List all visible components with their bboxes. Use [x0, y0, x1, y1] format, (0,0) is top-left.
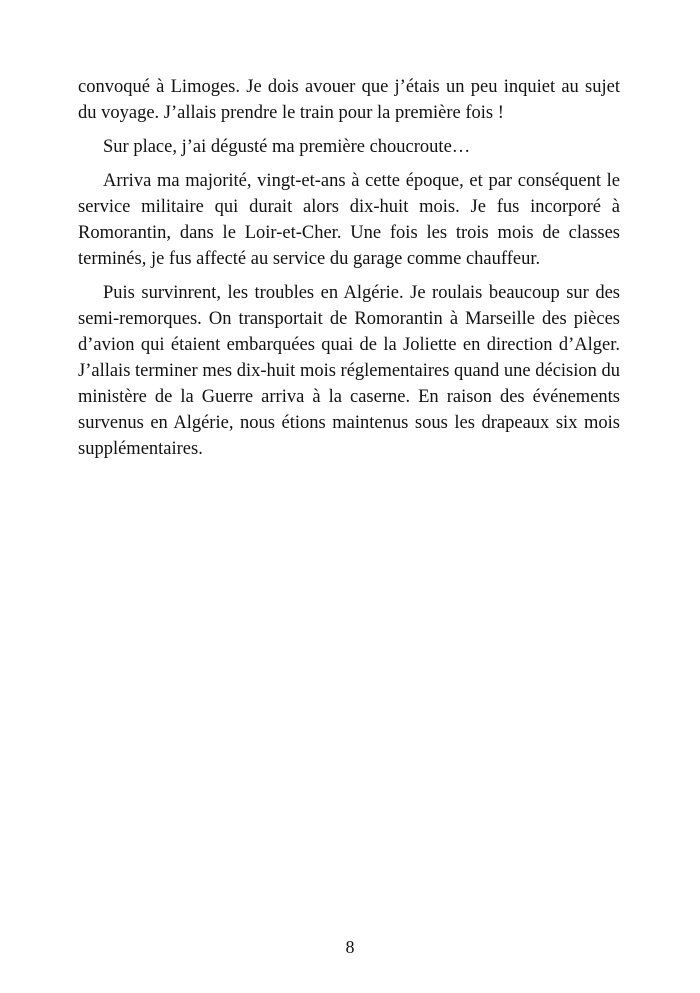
page-number: 8	[345, 937, 355, 957]
paragraph-continued: convoqué à Limoges. Je dois avouer que j’étais un peu inquiet au sujet du voyage. J’allais prendre le train pour la première fois !	[78, 77, 620, 123]
paragraph-choucroute: Sur place, j’ai dégusté ma première choucroute…	[103, 137, 471, 157]
paragraph-service-militaire: Arriva ma majorité, vingt-et-ans à cette époque, et par conséquent le service militaire qui durait alors dix-huit mois. Je fus incorporé à Romorantin, dans le Loir-et-Cher. Une fois les trois mois de classes terminés, je fus affecté au service du garage comme chauffeur.	[78, 171, 620, 269]
body-text	[78, 74, 620, 470]
paragraph-algerie: Puis survinrent, les troubles en Algérie. Je roulais beaucoup sur des semi-remorques. On transportait de Romorantin à Marseille des pièces d’avion qui étaient embarquées quai de la Joliette en direction d’Alger. J’allais terminer mes dix-huit mois réglementaires quand une décision du ministère de la Guerre arriva à la caserne. En raison des événements survenus en Algérie, nous étions maintenus sous les drapeaux six mois supplémentaires.	[78, 283, 621, 459]
